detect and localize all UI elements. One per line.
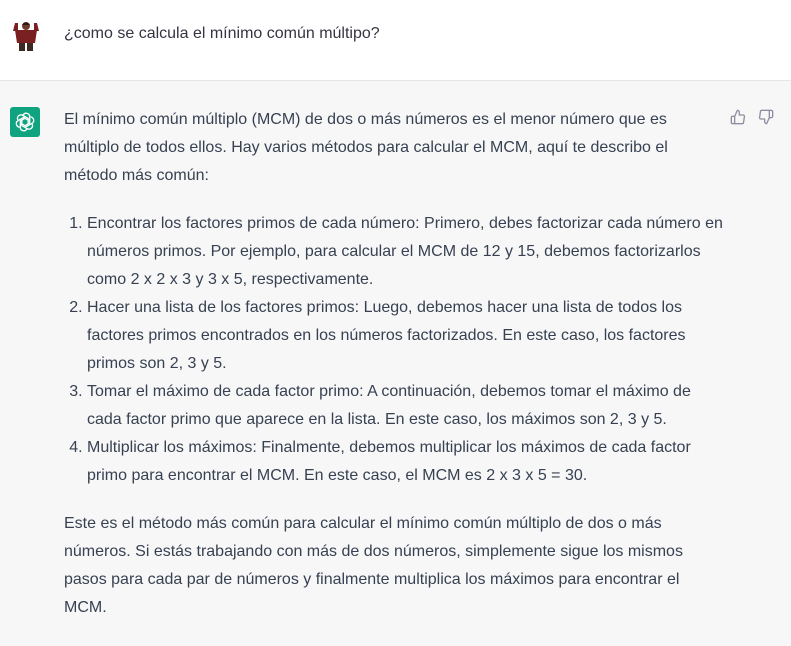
answer-intro: El mínimo común múltiplo (MCM) de dos o más números es el menor número que es múltiplo de todos ellos. Hay varios métodos para calcular el MCM, aquí te describo el método más común:	[64, 111, 668, 184]
thumbs-down-icon[interactable]	[756, 107, 776, 127]
assistant-message-row	[0, 81, 791, 646]
user-avatar-icon	[9, 17, 43, 51]
user-message-row	[0, 0, 791, 81]
thumbs-up-icon[interactable]	[728, 107, 748, 127]
steps-list	[64, 210, 724, 490]
assistant-message-content	[64, 106, 724, 622]
openai-logo-icon	[10, 107, 40, 137]
list-item: 4. Multiplicar los máximos: Finalmente, debemos multiplicar los máximos de cada factor primo para encontrar el MCM. En este caso, el MCM es 2 x 3 x 5 = 30.	[87, 434, 724, 490]
list-item: 2. Hacer una lista de los factores primos: Luego, debemos hacer una lista de todos los factores primos encontrados en los números factorizados. En este caso, los factores primos son 2, 3 y 5.	[87, 294, 724, 378]
user-message-text: ¿como se calcula el mínimo común múltipo?	[64, 25, 380, 42]
list-item: 1. Encontrar los factores primos de cada número: Primero, debes factorizar cada número en números primos. Por ejemplo, para calcular el MCM de 12 y 15, debemos factorizarlos como 2 x 2 x 3 y 3 x 5, respectivamente.	[87, 210, 724, 294]
list-item: 3. Tomar el máximo de cada factor primo: A continuación, debemos tomar el máximo de cada factor primo que aparece en la lista. En este caso, los máximos son 2, 3 y 5.	[87, 378, 724, 434]
answer-conclusion: Este es el método más común para calcular el mínimo común múltiplo de dos o más números. Si estás trabajando con más de dos números, simplemente sigue los mismos pasos para cada par de números y finalmente multiplica los máximos para encontrar el MCM.	[64, 515, 683, 616]
